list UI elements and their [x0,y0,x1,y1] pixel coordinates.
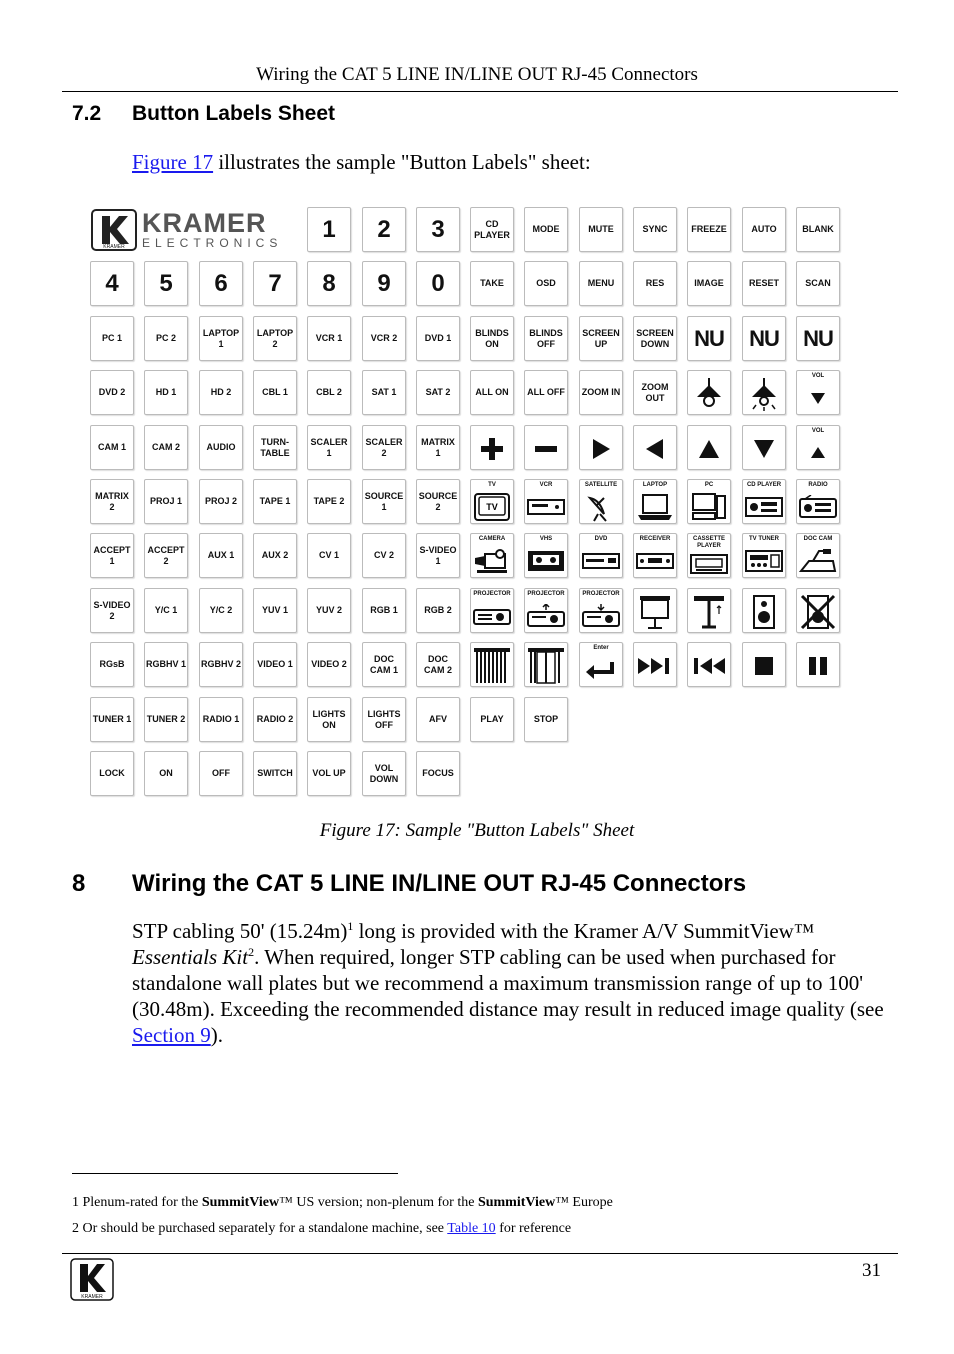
label-down-arrow-icon [742,425,786,470]
body-text: ). [210,1023,223,1047]
footnote-text: ™ Europe [555,1195,613,1210]
svg-text:TV: TV [486,501,498,512]
label-on: ON [144,751,188,796]
label-cd-player [742,479,786,524]
label-proj-2: PROJ 2 [199,479,243,524]
label-speaker-icon [742,588,786,633]
label-accept-1: ACCEPT 1 [90,533,134,578]
label-freeze: FREEZE [687,207,731,252]
speaker-icon [752,591,776,631]
kramer-mark-icon [90,208,138,252]
label-caption: LAPTOP [642,482,668,488]
label-s-video-2: S-VIDEO 2 [90,588,134,633]
label-proj-1: PROJ 1 [144,479,188,524]
pause-icon [807,645,829,685]
label-aux-2: AUX 2 [253,533,297,578]
label-res: RES [633,261,677,306]
svg-text:KRAMER: KRAMER [81,1294,103,1300]
label-tv-tuner [742,533,786,578]
label-scan: SCAN [796,261,840,306]
label-2: 2 [362,207,406,252]
label-7: 7 [253,261,297,306]
footnote-text: 1 Plenum-rated for the [72,1195,202,1210]
label-vcr-1: VCR 1 [307,316,351,361]
label-all-on: ALL ON [470,370,514,415]
label-radio-1: RADIO 1 [199,697,243,742]
label-all-off: ALL OFF [524,370,568,415]
label-left-arrow-icon [633,425,677,470]
label-yuv-1: YUV 1 [253,588,297,633]
section-title: Wiring the CAT 5 LINE IN/LINE OUT RJ-45 Connectors [132,870,747,897]
label-video-1: VIDEO 1 [253,642,297,687]
label-take: TAKE [470,261,514,306]
label-caption: PROJECTOR [527,591,565,597]
label-tuner-1: TUNER 1 [90,697,134,742]
label-menu: MENU [579,261,623,306]
label-laptop-1: LAPTOP 1 [199,316,243,361]
label-source-2: SOURCE 2 [416,479,460,524]
down-arrow-icon [752,428,776,468]
label-pc [687,479,731,524]
label-sync: SYNC [633,207,677,252]
label-yuv-2: YUV 2 [307,588,351,633]
body-text: long is provided with the Kramer A/V SummitView™ [353,919,815,943]
button-labels-sheet [90,207,850,800]
body-text: . When required, longer STP cabling can be used when purchased for standalone wall plates but we recommend a maximum transmission range of up to 100' (30.48m). Exceeding the recommended distance may result in reduced image quality (see [132,945,884,1021]
label-camera [470,533,514,578]
label-1: 1 [307,207,351,252]
label-rgbhv-2: RGBHV 2 [199,642,243,687]
blinds-open-icon [527,645,565,685]
label-nu: NU [796,316,840,361]
label-caption: CD PLAYER [746,482,782,488]
svg-text:KRAMER: KRAMER [103,243,125,250]
figure-link[interactable]: Figure 17 [132,150,214,174]
footnote-rule [72,1173,398,1174]
label-tv [470,479,514,524]
label-4: 4 [90,261,134,306]
speaker-mute-icon [800,591,836,631]
label-projector [524,588,568,633]
up-arrow-icon [697,428,721,468]
kramer-logo [90,207,296,252]
dvd-icon [582,543,620,576]
label-receiver [633,533,677,578]
tv-tuner-icon [745,543,783,576]
footnote-1 [72,1195,613,1211]
label-mode: MODE [524,207,568,252]
label-switch: SWITCH [253,751,297,796]
vcr-icon [527,489,565,522]
label-caption: RADIO [808,482,828,488]
label-caption: RECEIVER [639,536,671,542]
label-lights-off: LIGHTS OFF [362,697,406,742]
label-audio: AUDIO [199,425,243,470]
label-minus-icon [524,425,568,470]
kramer-mark-icon [70,1258,114,1302]
label-rewind-icon [687,642,731,687]
label-0: 0 [416,261,460,306]
label-projector [470,588,514,633]
logo-sub: ELECTRONICS [142,235,283,250]
label-doc-cam [796,533,840,578]
play-right-icon [590,428,612,468]
screen-icon [638,591,672,631]
label-screen-up: SCREEN UP [579,316,623,361]
plus-icon [479,428,505,468]
label-vol [796,370,840,415]
label-caption: VOL [811,373,825,379]
body-text: STP cabling 50' (15.24m) [132,919,348,943]
minus-icon [533,428,559,468]
receiver-icon [636,543,674,576]
footnote-text: for reference [495,1221,572,1236]
label-caption: DVD [594,536,608,542]
label-screen-up-icon [687,588,731,633]
label-9: 9 [362,261,406,306]
label-y-c-1: Y/C 1 [144,588,188,633]
vhs-icon [527,543,565,576]
label-play: PLAY [470,697,514,742]
intro-paragraph [132,150,591,175]
footnote-2 [72,1221,571,1237]
footnote-ref[interactable]: 2 [248,945,255,959]
label-laptop-2: LAPTOP 2 [253,316,297,361]
label-video-2: VIDEO 2 [307,642,351,687]
label-tape-2: TAPE 2 [307,479,351,524]
footnote-bold: SummitView [477,1195,556,1210]
camera-icon [473,543,511,576]
radio-icon [799,489,837,522]
label-caption: VCR [539,482,553,488]
label-osd: OSD [524,261,568,306]
label-caption: CASSETTE PLAYER [692,536,725,549]
label-doc-cam-2: DOC CAM 2 [416,642,460,687]
label-cd-player: CD PLAYER [470,207,514,252]
label-cbl-1: CBL 1 [253,370,297,415]
label-scaler-2: SCALER 2 [362,425,406,470]
label-stop: STOP [524,697,568,742]
fast-forward-icon [636,645,674,685]
label-source-1: SOURCE 1 [362,479,406,524]
label-5: 5 [144,261,188,306]
label-radio-2: RADIO 2 [253,697,297,742]
label-vol-down: VOL DOWN [362,751,406,796]
label-pc-1: PC 1 [90,316,134,361]
label-sat-2: SAT 2 [416,370,460,415]
header-rule [62,91,898,92]
lamp-off-icon [748,373,780,413]
label-dvd [579,533,623,578]
label-caption: DOC CAM [803,536,833,542]
label-accept-2: ACCEPT 2 [144,533,188,578]
footnote-text: ™ US version; non-plenum for the [279,1195,478,1210]
vol-down-icon [810,380,826,413]
label-image: IMAGE [687,261,731,306]
label-pc-2: PC 2 [144,316,188,361]
label-blinds-closed-icon [470,642,514,687]
body-italic: Essentials Kit [132,945,249,969]
label-tuner-2: TUNER 2 [144,697,188,742]
label-satellite [579,479,623,524]
footer-kramer-logo [70,1258,114,1302]
tv-icon [474,489,510,522]
label-y-c-2: Y/C 2 [199,588,243,633]
label-fast-forward-icon [633,642,677,687]
label-caption: TV [488,482,496,488]
label-6: 6 [199,261,243,306]
label-caption: PROJECTOR [582,591,620,597]
label-mute: MUTE [579,207,623,252]
label-s-video-1: S-VIDEO 1 [416,533,460,578]
label-lamp-on-icon [687,370,731,415]
projector-icon [473,598,511,631]
label-matrix-1: MATRIX 1 [416,425,460,470]
label-caption: SATELLITE [584,482,618,488]
label-cassette-player [687,533,731,578]
label-rgb-1: RGB 1 [362,588,406,633]
label-lock: LOCK [90,751,134,796]
label-cv-2: CV 2 [362,533,406,578]
label-blinds-on: BLINDS ON [470,316,514,361]
figure-caption: Figure 17: Sample "Button Labels" Sheet [319,820,635,841]
label-3: 3 [416,207,460,252]
logo-word: KRAMER [142,207,267,238]
label-caption: PROJECTOR [473,591,511,597]
screen-up-icon [692,591,726,631]
label-caption: PC [704,482,714,488]
label-off: OFF [199,751,243,796]
label-rgbhv-1: RGBHV 1 [144,642,188,687]
laptop-icon [637,489,673,522]
label-caption: TV TUNER [749,536,779,542]
lamp-on-icon [693,373,725,413]
label-rgb-2: RGB 2 [416,588,460,633]
label-8: 8 [307,261,351,306]
label-cam-1: CAM 1 [90,425,134,470]
label-sat-1: SAT 1 [362,370,406,415]
label-caption: VOL [811,428,825,434]
footnote-ref[interactable]: 1 [347,919,354,933]
label-caption: Enter [593,645,609,651]
label-laptop [633,479,677,524]
label-blinds-open-icon [524,642,568,687]
label-dvd-1: DVD 1 [416,316,460,361]
doc-cam-icon [799,543,837,576]
section-link[interactable]: Section 9 [132,1023,211,1047]
label-caption: CAMERA [478,536,506,542]
label-rgsb: RGsB [90,642,134,687]
label-auto: AUTO [742,207,786,252]
label-afv: AFV [416,697,460,742]
label-tape-1: TAPE 1 [253,479,297,524]
cassette-icon [690,550,728,576]
label-radio [796,479,840,524]
label-cv-1: CV 1 [307,533,351,578]
label-hd-2: HD 2 [199,370,243,415]
section-number: 8 [72,870,86,897]
label-matrix-2: MATRIX 2 [90,479,134,524]
satellite-icon [586,489,616,522]
label-nu: NU [687,316,731,361]
label-screen-down: SCREEN DOWN [633,316,677,361]
projector-up-icon [527,598,565,631]
label-turn-table: TURN-TABLE [253,425,297,470]
label-lights-on: LIGHTS ON [307,697,351,742]
pc-icon [691,489,727,522]
blinds-closed-icon [473,645,511,685]
vol-up-icon [810,435,826,468]
label-up-arrow-icon [687,425,731,470]
enter-icon [584,652,618,685]
label-projector [579,588,623,633]
rewind-icon [690,645,728,685]
label-vhs [524,533,568,578]
label-speaker-mute-icon [796,588,840,633]
label-plus-icon [470,425,514,470]
label-doc-cam-1: DOC CAM 1 [362,642,406,687]
stop-icon [753,645,775,685]
cd-player-icon [745,489,783,522]
projector-down-icon [582,598,620,631]
label-caption: VHS [539,536,553,542]
footer-rule [62,1253,898,1254]
section-title: Button Labels Sheet [132,102,336,125]
label-scaler-1: SCALER 1 [307,425,351,470]
label-enter [579,642,623,687]
label-screen-icon [633,588,677,633]
running-header: Wiring the CAT 5 LINE IN/LINE OUT RJ-45 Connectors [256,64,698,85]
intro-text: illustrates the sample "Button Labels" sheet: [213,150,591,174]
footnote-bold: SummitView [201,1195,280,1210]
table-link[interactable]: Table 10 [447,1221,496,1236]
label-dvd-2: DVD 2 [90,370,134,415]
page-number: 31 [862,1260,881,1281]
label-vol [796,425,840,470]
label-hd-1: HD 1 [144,370,188,415]
section-number: 7.2 [72,102,102,125]
label-blank: BLANK [796,207,840,252]
label-vcr-2: VCR 2 [362,316,406,361]
label-vol-up: VOL UP [307,751,351,796]
label-stop-icon [742,642,786,687]
body-paragraph [132,918,902,1048]
label-aux-1: AUX 1 [199,533,243,578]
label-reset: RESET [742,261,786,306]
label-zoom-in: ZOOM IN [579,370,623,415]
footnote-text: 2 Or should be purchased separately for a standalone machine, see [72,1221,448,1236]
label-vcr [524,479,568,524]
label-cbl-2: CBL 2 [307,370,351,415]
label-zoom-out: ZOOM OUT [633,370,677,415]
label-play-right-icon [579,425,623,470]
left-arrow-icon [644,428,666,468]
label-pause-icon [796,642,840,687]
label-cam-2: CAM 2 [144,425,188,470]
label-focus: FOCUS [416,751,460,796]
label-blinds-off: BLINDS OFF [524,316,568,361]
label-lamp-off-icon [742,370,786,415]
label-nu: NU [742,316,786,361]
